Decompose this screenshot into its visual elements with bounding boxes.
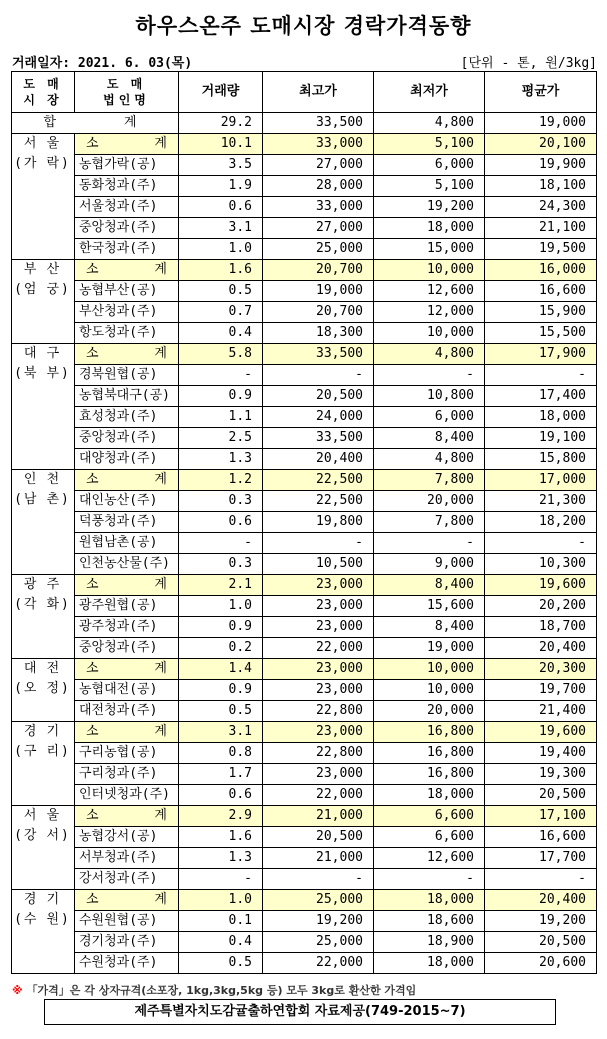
table-row [12, 932, 597, 953]
table-row [12, 701, 597, 722]
cell-min: 4,800 [374, 449, 485, 470]
cell-max: 20,500 [263, 386, 374, 407]
table-row [12, 953, 597, 974]
cell-avg: - [485, 533, 597, 554]
market-district: (가 락) [15, 156, 71, 171]
cell-avg: - [485, 869, 597, 890]
cell-min: 8,400 [374, 617, 485, 638]
subtotal-avg: 17,100 [485, 806, 597, 827]
table-row [12, 533, 597, 554]
corporation-name: 원협남촌(공) [75, 533, 179, 554]
cell-avg: 19,200 [485, 911, 597, 932]
corporation-name: 중앙청과(주) [75, 218, 179, 239]
subtotal-row [12, 470, 597, 491]
table-row [12, 743, 597, 764]
subtotal-volume: 3.1 [179, 722, 263, 743]
cell-max: 22,000 [263, 953, 374, 974]
subtotal-label: 소 계 [75, 134, 179, 155]
cell-volume: 0.9 [179, 386, 263, 407]
cell-volume: 0.1 [179, 911, 263, 932]
subtotal-label: 소 계 [75, 890, 179, 911]
subtotal-max: 22,500 [263, 470, 374, 491]
subtotal-max: 23,000 [263, 659, 374, 680]
subtotal-row [12, 344, 597, 365]
corporation-name: 중앙청과(주) [75, 638, 179, 659]
cell-min: 8,400 [374, 428, 485, 449]
cell-volume: - [179, 533, 263, 554]
cell-max: 19,000 [263, 281, 374, 302]
cell-volume: 0.6 [179, 785, 263, 806]
cell-max: 19,200 [263, 911, 374, 932]
corporation-name: 농협북대구(공) [75, 386, 179, 407]
subtotal-row [12, 722, 597, 743]
header-avg-price: 평균가 [485, 72, 597, 113]
cell-avg: 15,900 [485, 302, 597, 323]
corporation-name: 대전청과(주) [75, 701, 179, 722]
cell-min: 18,000 [374, 785, 485, 806]
corporation-name: 인터넷청과(주) [75, 785, 179, 806]
market-name: 광 주 [23, 577, 63, 592]
total-min: 4,800 [374, 113, 485, 134]
subtotal-row [12, 659, 597, 680]
subtotal-row [12, 575, 597, 596]
cell-avg: 20,400 [485, 638, 597, 659]
subtotal-avg: 20,400 [485, 890, 597, 911]
corporation-name: 부산청과(주) [75, 302, 179, 323]
subtotal-min: 5,100 [374, 134, 485, 155]
cell-volume: 0.4 [179, 323, 263, 344]
cell-min: - [374, 365, 485, 386]
cell-max: - [263, 365, 374, 386]
subtotal-avg: 17,000 [485, 470, 597, 491]
cell-max: 23,000 [263, 617, 374, 638]
cell-avg: 15,500 [485, 323, 597, 344]
table-row [12, 302, 597, 323]
corporation-name: 동화청과(주) [75, 176, 179, 197]
table-row [12, 281, 597, 302]
cell-avg: 10,300 [485, 554, 597, 575]
table-row [12, 407, 597, 428]
table-row [12, 869, 597, 890]
cell-avg: 19,100 [485, 428, 597, 449]
market-name-cell [12, 722, 75, 806]
cell-max: 22,500 [263, 491, 374, 512]
cell-max: 22,000 [263, 638, 374, 659]
cell-volume: 1.1 [179, 407, 263, 428]
cell-min: 16,800 [374, 743, 485, 764]
cell-volume: 3.1 [179, 218, 263, 239]
corporation-name: 농협대전(공) [75, 680, 179, 701]
cell-volume: 0.2 [179, 638, 263, 659]
subtotal-max: 21,000 [263, 806, 374, 827]
corporation-name: 덕풍청과(주) [75, 512, 179, 533]
corporation-name: 구리청과(주) [75, 764, 179, 785]
cell-max: 33,000 [263, 197, 374, 218]
total-max: 33,500 [263, 113, 374, 134]
table-row [12, 680, 597, 701]
market-district: (엄 궁) [15, 282, 71, 297]
cell-min: 18,600 [374, 911, 485, 932]
market-district: (수 원) [15, 912, 71, 927]
cell-volume: 0.6 [179, 197, 263, 218]
total-volume: 29.2 [179, 113, 263, 134]
corporation-name: 경북원협(공) [75, 365, 179, 386]
cell-min: - [374, 533, 485, 554]
table-row [12, 764, 597, 785]
cell-avg: 18,700 [485, 617, 597, 638]
market-name: 서 울 [23, 136, 63, 151]
subtotal-avg: 20,100 [485, 134, 597, 155]
cell-avg: 16,600 [485, 827, 597, 848]
cell-min: 10,800 [374, 386, 485, 407]
cell-volume: 0.3 [179, 554, 263, 575]
table-row [12, 911, 597, 932]
subtotal-avg: 19,600 [485, 722, 597, 743]
subtotal-volume: 2.1 [179, 575, 263, 596]
cell-min: 10,000 [374, 680, 485, 701]
cell-avg: 24,300 [485, 197, 597, 218]
cell-max: 27,000 [263, 155, 374, 176]
subtotal-avg: 20,300 [485, 659, 597, 680]
corporation-name: 항도청과(주) [75, 323, 179, 344]
cell-min: 20,000 [374, 701, 485, 722]
cell-max: 33,500 [263, 428, 374, 449]
cell-max: 21,000 [263, 848, 374, 869]
market-name-cell [12, 890, 75, 974]
market-name-cell [12, 470, 75, 575]
subtotal-label: 소 계 [75, 806, 179, 827]
cell-avg: 19,300 [485, 764, 597, 785]
table-row [12, 218, 597, 239]
subtotal-label: 소 계 [75, 260, 179, 281]
cell-volume: 0.5 [179, 281, 263, 302]
cell-max: 24,000 [263, 407, 374, 428]
cell-avg: 20,600 [485, 953, 597, 974]
subtotal-min: 7,800 [374, 470, 485, 491]
subtotal-min: 6,600 [374, 806, 485, 827]
cell-max: 23,000 [263, 596, 374, 617]
cell-volume: 0.5 [179, 701, 263, 722]
cell-min: 15,000 [374, 239, 485, 260]
corporation-name: 서부청과(주) [75, 848, 179, 869]
cell-min: 18,000 [374, 218, 485, 239]
market-name: 부 산 [23, 262, 63, 277]
subtotal-max: 20,700 [263, 260, 374, 281]
subtotal-row [12, 260, 597, 281]
price-note [12, 982, 416, 998]
cell-max: - [263, 533, 374, 554]
subtotal-volume: 1.4 [179, 659, 263, 680]
cell-avg: 17,700 [485, 848, 597, 869]
cell-volume: 1.9 [179, 176, 263, 197]
cell-avg: 20,500 [485, 785, 597, 806]
market-district: (강 서) [15, 828, 71, 843]
corporation-name: 수원원협(공) [75, 911, 179, 932]
table-header-row [12, 72, 597, 113]
corporation-name: 광주원협(공) [75, 596, 179, 617]
market-district: (오 정) [15, 681, 71, 696]
subtotal-label: 소 계 [75, 722, 179, 743]
cell-min: 5,100 [374, 176, 485, 197]
cell-min: 15,600 [374, 596, 485, 617]
corporation-name: 경기청과(주) [75, 932, 179, 953]
corporation-name: 서울청과(주) [75, 197, 179, 218]
corporation-name: 대인농산(주) [75, 491, 179, 512]
corporation-name: 광주청과(주) [75, 617, 179, 638]
subtotal-avg: 17,900 [485, 344, 597, 365]
header-corporation: 도 매 법인명 [75, 72, 179, 113]
subtotal-label: 소 계 [75, 575, 179, 596]
trade-date: 거래일자: 2021. 6. 03(목) [12, 56, 193, 71]
subtotal-volume: 2.9 [179, 806, 263, 827]
cell-volume: - [179, 869, 263, 890]
cell-min: 12,600 [374, 281, 485, 302]
cell-max: - [263, 869, 374, 890]
table-row [12, 365, 597, 386]
table-row [12, 428, 597, 449]
total-row [12, 113, 597, 134]
cell-volume: 0.8 [179, 743, 263, 764]
note-text: 「가격」은 각 상자규격(소포장, 1kg,3kg,5kg 등) 모두 3kg로 환산한 가격임 [26, 984, 417, 997]
cell-max: 22,800 [263, 701, 374, 722]
subtotal-min: 8,400 [374, 575, 485, 596]
subtotal-max: 25,000 [263, 890, 374, 911]
corporation-name: 중앙청과(주) [75, 428, 179, 449]
header-market: 도 매 시 장 [12, 72, 75, 113]
cell-min: 20,000 [374, 491, 485, 512]
cell-max: 20,500 [263, 827, 374, 848]
subtotal-avg: 19,600 [485, 575, 597, 596]
cell-volume: 1.7 [179, 764, 263, 785]
corporation-name: 인천농산물(주) [75, 554, 179, 575]
subtotal-row [12, 134, 597, 155]
cell-max: 22,800 [263, 743, 374, 764]
cell-avg: 17,400 [485, 386, 597, 407]
corporation-name: 한국청과(주) [75, 239, 179, 260]
cell-min: 10,000 [374, 323, 485, 344]
subtotal-volume: 5.8 [179, 344, 263, 365]
table-row [12, 785, 597, 806]
cell-max: 20,700 [263, 302, 374, 323]
cell-max: 28,000 [263, 176, 374, 197]
subtotal-label: 소 계 [75, 470, 179, 491]
subtotal-max: 23,000 [263, 722, 374, 743]
cell-min: 18,000 [374, 953, 485, 974]
cell-avg: 16,600 [485, 281, 597, 302]
cell-min: 18,900 [374, 932, 485, 953]
cell-avg: 15,800 [485, 449, 597, 470]
market-name: 대 전 [23, 661, 63, 676]
table-row [12, 617, 597, 638]
table-row [12, 848, 597, 869]
cell-max: 23,000 [263, 680, 374, 701]
subtotal-max: 23,000 [263, 575, 374, 596]
cell-avg: 20,500 [485, 932, 597, 953]
cell-volume: - [179, 365, 263, 386]
corporation-name: 효성청과(주) [75, 407, 179, 428]
market-district: (각 화) [15, 597, 71, 612]
cell-max: 18,300 [263, 323, 374, 344]
market-district: (북 부) [15, 366, 71, 381]
cell-min: 16,800 [374, 764, 485, 785]
total-avg: 19,000 [485, 113, 597, 134]
table-row [12, 239, 597, 260]
cell-max: 10,500 [263, 554, 374, 575]
subtotal-max: 33,500 [263, 344, 374, 365]
market-name: 경 기 [23, 724, 63, 739]
table-row [12, 176, 597, 197]
cell-max: 25,000 [263, 932, 374, 953]
table-row [12, 554, 597, 575]
market-district: (남 촌) [15, 492, 71, 507]
subtotal-volume: 10.1 [179, 134, 263, 155]
cell-min: 7,800 [374, 512, 485, 533]
subtotal-min: 4,800 [374, 344, 485, 365]
corporation-name: 대양청과(주) [75, 449, 179, 470]
cell-volume: 0.7 [179, 302, 263, 323]
cell-min: 6,600 [374, 827, 485, 848]
cell-min: 12,600 [374, 848, 485, 869]
market-name: 서 울 [23, 808, 63, 823]
cell-volume: 0.5 [179, 953, 263, 974]
subtotal-row [12, 806, 597, 827]
subtotal-min: 16,800 [374, 722, 485, 743]
corporation-name: 농협가락(공) [75, 155, 179, 176]
corporation-name: 농협부산(공) [75, 281, 179, 302]
corporation-name: 강서청과(주) [75, 869, 179, 890]
cell-max: 23,000 [263, 764, 374, 785]
subtotal-max: 33,000 [263, 134, 374, 155]
cell-min: 19,200 [374, 197, 485, 218]
cell-min: 6,000 [374, 155, 485, 176]
report-title: 하우스온주 도매시장 경락가격동향 [135, 14, 472, 38]
cell-volume: 0.4 [179, 932, 263, 953]
cell-min: - [374, 869, 485, 890]
table-row [12, 386, 597, 407]
cell-avg: 18,000 [485, 407, 597, 428]
subtotal-volume: 1.2 [179, 470, 263, 491]
subtotal-min: 10,000 [374, 659, 485, 680]
table-row [12, 512, 597, 533]
cell-volume: 0.9 [179, 617, 263, 638]
corporation-name: 수원청과(주) [75, 953, 179, 974]
cell-avg: 19,400 [485, 743, 597, 764]
cell-volume: 1.3 [179, 848, 263, 869]
cell-avg: 21,400 [485, 701, 597, 722]
cell-max: 25,000 [263, 239, 374, 260]
cell-min: 12,000 [374, 302, 485, 323]
subtotal-avg: 16,000 [485, 260, 597, 281]
subtotal-volume: 1.6 [179, 260, 263, 281]
table-row [12, 827, 597, 848]
cell-max: 27,000 [263, 218, 374, 239]
cell-avg: 19,900 [485, 155, 597, 176]
market-district: (구 리) [15, 744, 71, 759]
cell-volume: 0.3 [179, 491, 263, 512]
cell-volume: 1.0 [179, 239, 263, 260]
cell-max: 20,400 [263, 449, 374, 470]
cell-avg: 19,500 [485, 239, 597, 260]
table-row [12, 323, 597, 344]
cell-avg: 18,200 [485, 512, 597, 533]
subtotal-label: 소 계 [75, 344, 179, 365]
table-row [12, 638, 597, 659]
subtotal-min: 10,000 [374, 260, 485, 281]
unit-label: [단위 - 톤, 원/3kg] [460, 56, 597, 71]
subtotal-row [12, 890, 597, 911]
market-name-cell [12, 134, 75, 260]
market-name: 인 천 [23, 472, 63, 487]
total-label: 합 계 [12, 113, 179, 134]
cell-avg: 21,100 [485, 218, 597, 239]
table-row [12, 491, 597, 512]
cell-volume: 1.0 [179, 596, 263, 617]
cell-volume: 0.9 [179, 680, 263, 701]
cell-min: 19,000 [374, 638, 485, 659]
cell-volume: 3.5 [179, 155, 263, 176]
market-name-cell [12, 344, 75, 470]
header-min-price: 최저가 [374, 72, 485, 113]
cell-avg: 21,300 [485, 491, 597, 512]
cell-volume: 2.5 [179, 428, 263, 449]
corporation-name: 구리농협(공) [75, 743, 179, 764]
market-name-cell [12, 806, 75, 890]
price-table [11, 71, 597, 974]
cell-volume: 1.6 [179, 827, 263, 848]
subtotal-label: 소 계 [75, 659, 179, 680]
market-name-cell [12, 575, 75, 659]
market-name-cell [12, 260, 75, 344]
table-row [12, 449, 597, 470]
cell-avg: 19,700 [485, 680, 597, 701]
note-mark: ※ [12, 984, 23, 997]
header-max-price: 최고가 [263, 72, 374, 113]
market-name-cell [12, 659, 75, 722]
market-name: 대 구 [23, 346, 63, 361]
corporation-name: 농협강서(공) [75, 827, 179, 848]
cell-avg: - [485, 365, 597, 386]
cell-max: 22,000 [263, 785, 374, 806]
cell-avg: 20,200 [485, 596, 597, 617]
subtotal-volume: 1.0 [179, 890, 263, 911]
cell-volume: 1.3 [179, 449, 263, 470]
cell-avg: 18,100 [485, 176, 597, 197]
cell-max: 19,800 [263, 512, 374, 533]
cell-volume: 0.6 [179, 512, 263, 533]
table-row [12, 197, 597, 218]
subtotal-min: 18,000 [374, 890, 485, 911]
table-row [12, 155, 597, 176]
cell-min: 9,000 [374, 554, 485, 575]
table-row [12, 596, 597, 617]
report-subheader [12, 52, 597, 70]
header-volume: 거래량 [179, 72, 263, 113]
data-source: 제주특별자치도감귤출하연합회 자료제공(749-2015~7) [44, 999, 556, 1025]
cell-min: 6,000 [374, 407, 485, 428]
market-name: 경 기 [23, 892, 63, 907]
